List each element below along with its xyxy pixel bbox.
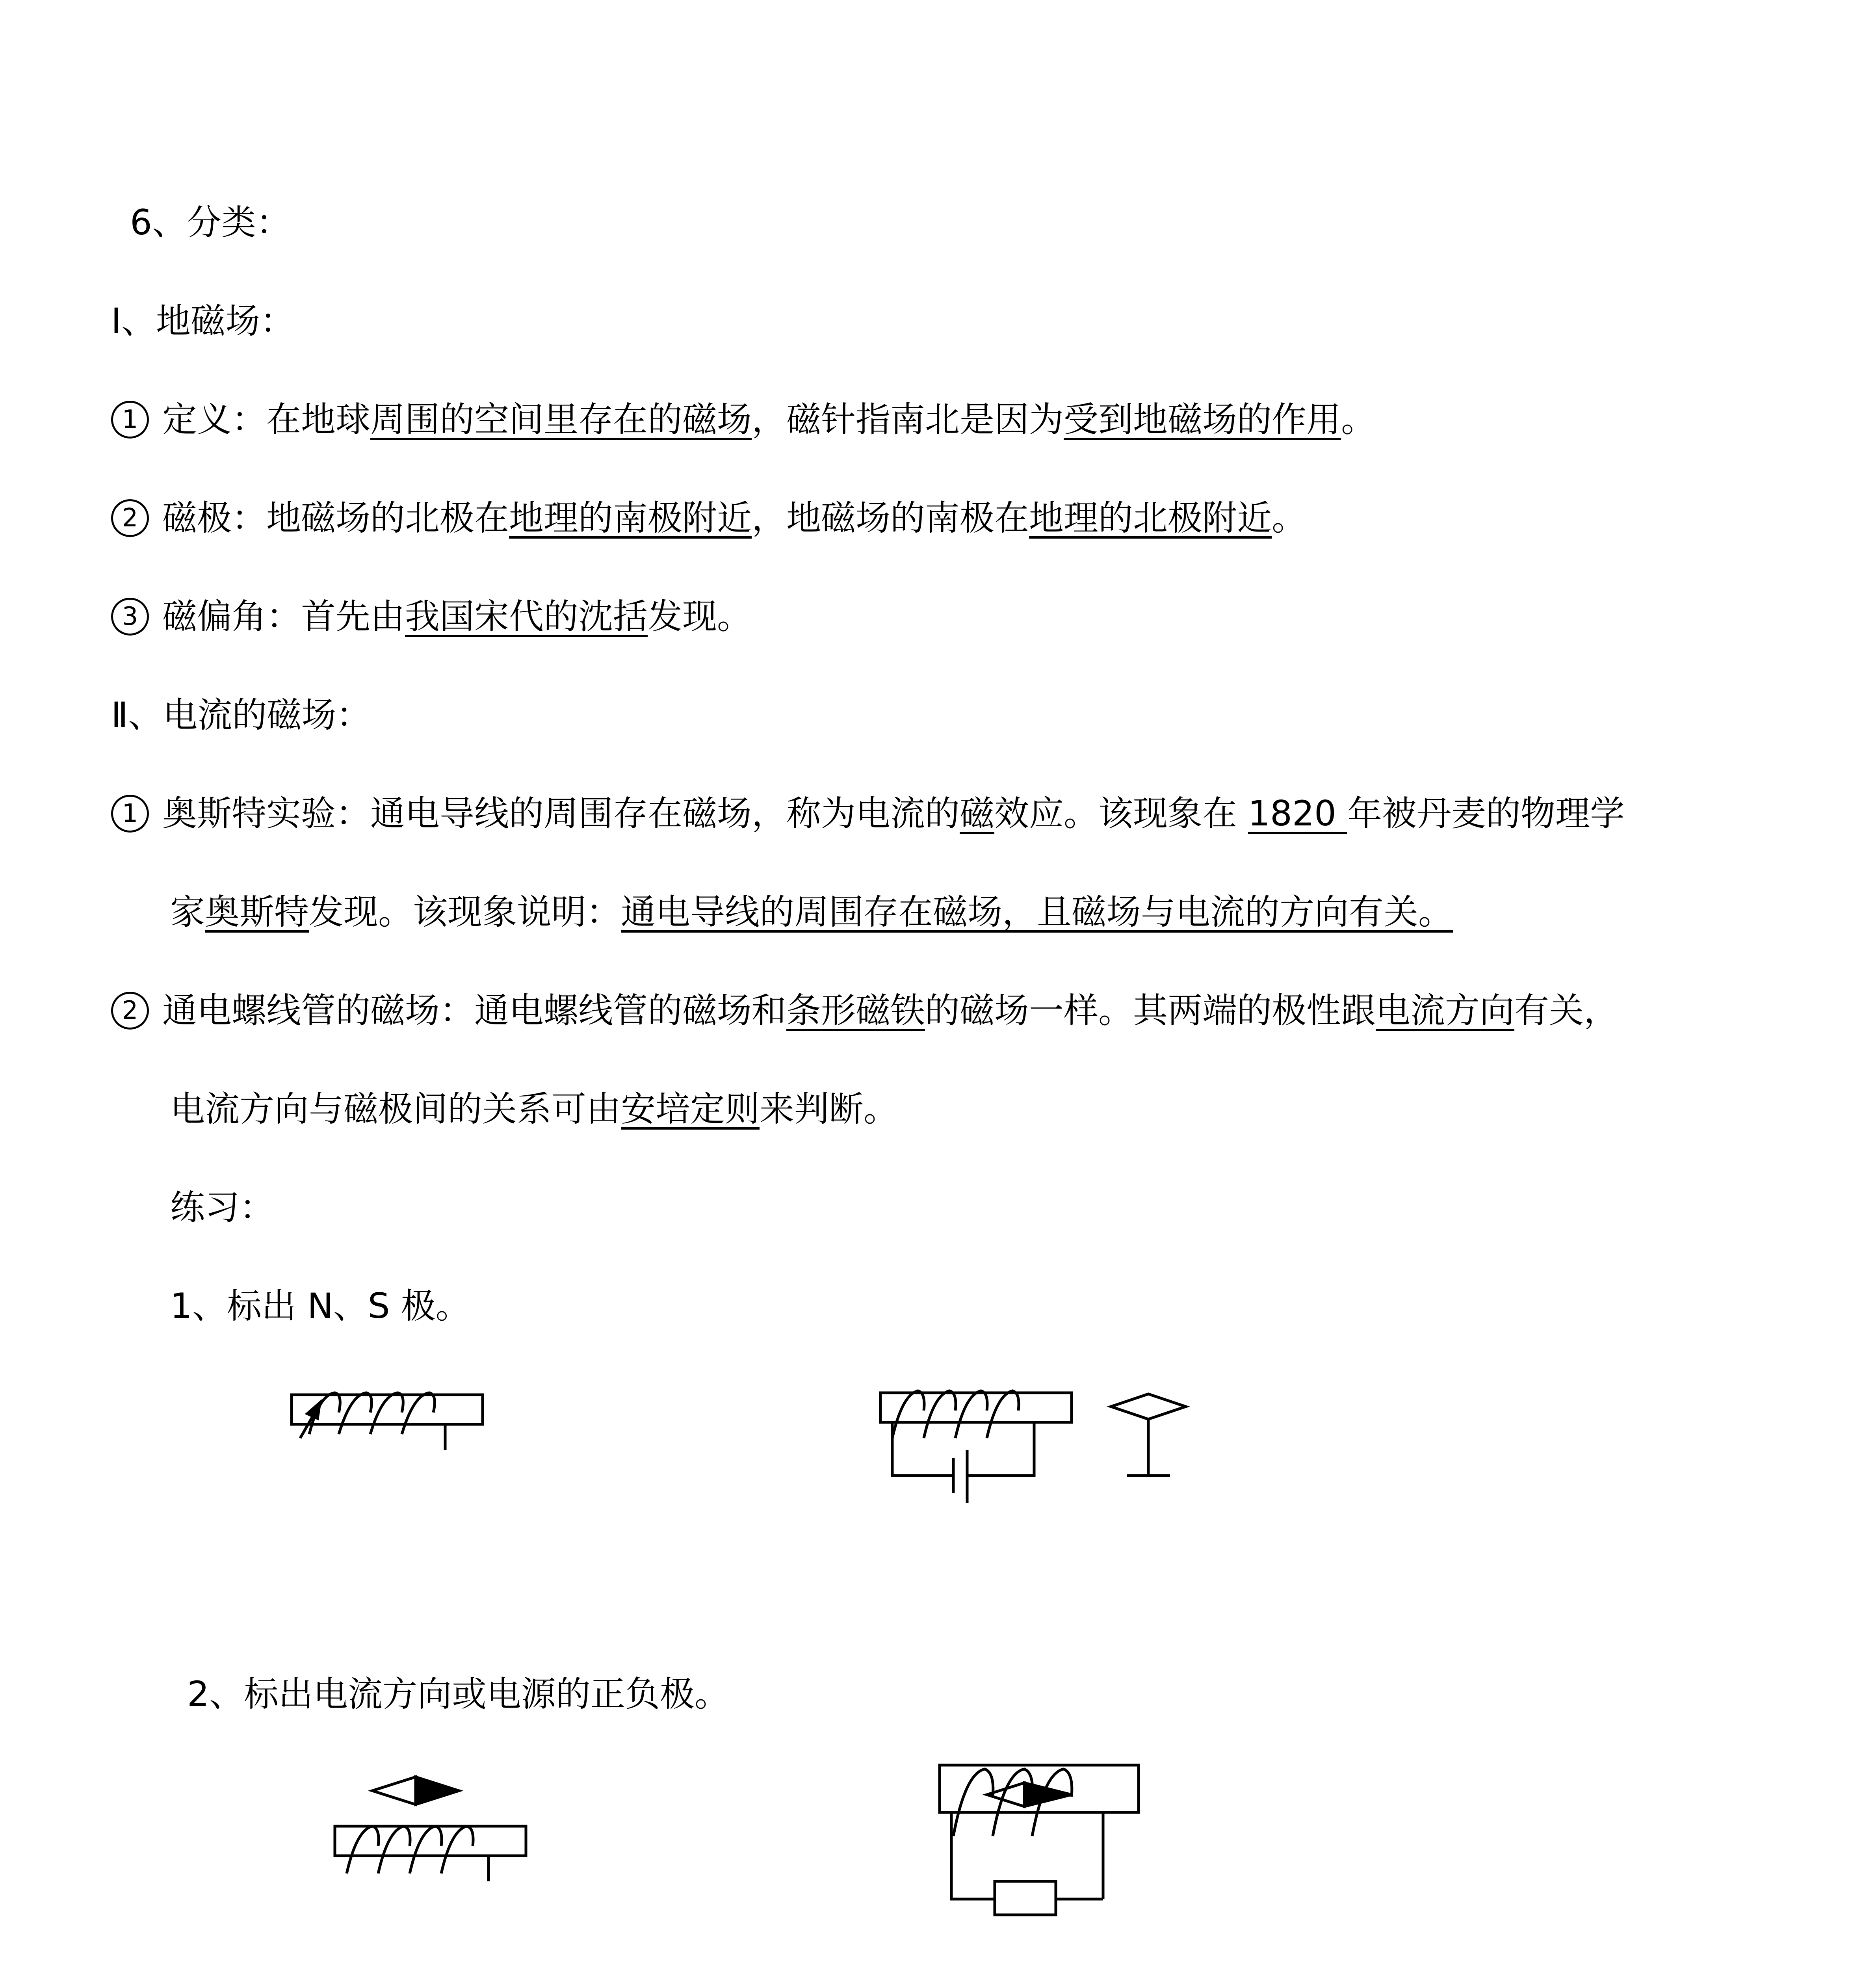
exercise-title: 练习：: [170, 1187, 275, 1228]
q2-solenoid-with-resistor: [940, 1765, 1139, 1915]
part1-item-3: 3 磁偏角：首先由我国宋代的沈括发现。: [111, 595, 752, 638]
part2-item-2-line2: 电流方向与磁极间的关系可由安培定则来判断。: [170, 1089, 899, 1129]
part2-item-2-line1: 2 通电螺线管的磁场：通电螺线管的磁场和条形磁铁的磁场一样。其两端的极性跟电流方向有关，: [111, 989, 1618, 1032]
part2-title: Ⅱ、电流的磁场：: [111, 695, 371, 735]
q2-solenoid-with-needle: [335, 1777, 526, 1881]
part1-item-1: 1 定义：在地球周围的空间里存在的磁场，磁针指南北是因为受到地磁场的作用。: [111, 398, 1376, 441]
circled-number: 3: [111, 598, 149, 636]
circled-number: 2: [111, 992, 149, 1030]
q1-solenoid-with-needle: [292, 1393, 483, 1450]
part1-title: Ⅰ、地磁场：: [111, 301, 295, 341]
exercise-q1: 1、标出 N、S 极。: [170, 1286, 470, 1326]
part1-item-2: 2 磁极：地磁场的北极在地理的南极附近，地磁场的南极在地理的北极附近。: [111, 496, 1306, 540]
circled-number: 2: [111, 499, 149, 537]
q1-solenoid-with-battery: [880, 1391, 1186, 1503]
part2-item-1-line2: 家奥斯特发现。该现象说明：通电导线的周围存在磁场，且磁场与电流的方向有关。: [170, 892, 1453, 932]
section-title: 6、分类：: [130, 202, 291, 243]
circled-number: 1: [111, 401, 149, 439]
circled-number: 1: [111, 795, 149, 833]
part2-item-1-line1: 1 奥斯特实验：通电导线的周围存在磁场，称为电流的磁效应。该现象在 1820 年被丹麦的物理学: [111, 792, 1625, 835]
exercise-q2: 2、标出电流方向或电源的正负极。: [187, 1674, 729, 1714]
